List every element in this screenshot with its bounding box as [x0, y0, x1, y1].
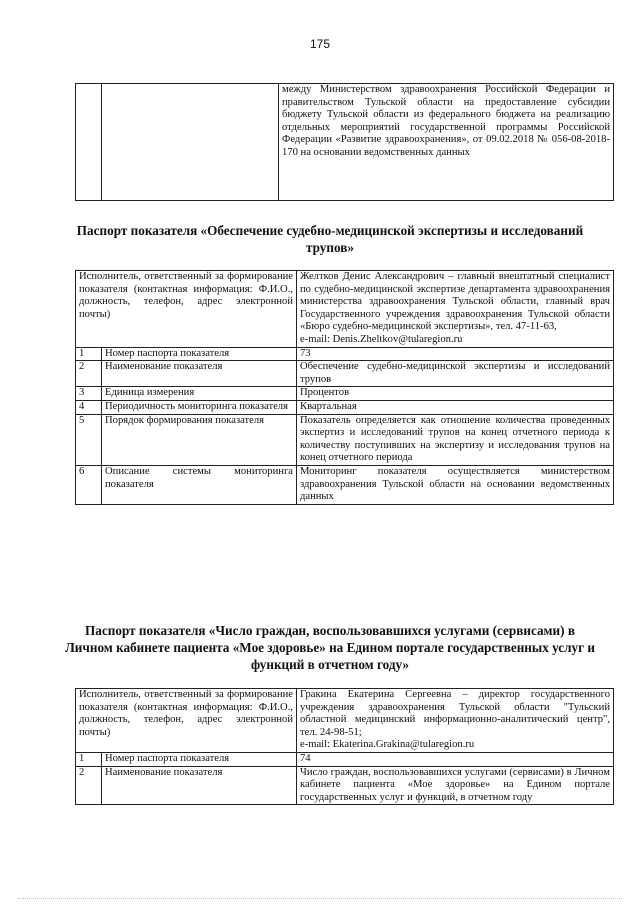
row-value: 74	[297, 752, 614, 766]
row-num: 1	[76, 752, 102, 766]
value-cell: между Министерством здравоохранения Российской Федерации и правительством Тульской области на предоставление субсидии бюджету Тульской области из федерального бюджета на реализацию отдельных мероприятий государственной программы Российской Федерации «Развитие здравоохранения», от 09.02.2018 № 056-08-2018-170 на основании ведомственных данных	[279, 84, 614, 201]
row-value: Число граждан, воспользовавшихся услугами (сервисами) в Личном кабинете пациента «Мое здоровье» на Едином портале государственных услуг и функций, в отчетном году	[297, 766, 614, 805]
executor-value: Гракина Екатерина Сергеевна – директор государственного учреждения здравоохранения Тульской области "Тульский областной медицинский информационно-аналитический центр", тел. 24-98-51;	[300, 689, 610, 738]
table-row	[76, 766, 614, 805]
continuation-table	[75, 83, 614, 201]
passport-2-title: Паспорт показателя «Число граждан, воспользовавшихся услугами (сервисами) в Личном кабинете пациента «Мое здоровье» на Едином портале государственных услуг и функций в отчетном году»	[64, 623, 595, 672]
executor-value-cell	[297, 271, 614, 348]
passport-1-title: Паспорт показателя «Обеспечение судебно-медицинской экспертизы и исследований трупов»	[76, 223, 584, 255]
row-label: Единица измерения	[102, 387, 297, 401]
row-value: Мониторинг показателя осуществляется министерством здравоохранения Тульской области на основании ведомственных данных	[297, 465, 614, 504]
passport-2-table	[75, 688, 614, 805]
row-value: Процентов	[297, 387, 614, 401]
executor-label: Исполнитель, ответственный за формирование показателя (контактная информация: Ф.И.О., должность, телефон, адрес электронной почты)	[76, 689, 297, 753]
row-num: 2	[76, 361, 102, 387]
row-num: 2	[76, 766, 102, 805]
executor-label: Исполнитель, ответственный за формирование показателя (контактная информация: Ф.И.О., должность, телефон, адрес электронной почты)	[76, 271, 297, 348]
row-label: Наименование показателя	[102, 361, 297, 387]
row-label: Периодичность мониторинга показателя	[102, 400, 297, 414]
table-row	[76, 465, 614, 504]
executor-email: e-mail: Ekaterina.Grakina@tularegion.ru	[300, 739, 475, 751]
row-num: 3	[76, 387, 102, 401]
executor-email: e-mail: Denis.Zheltkov@tularegion.ru	[300, 333, 463, 345]
passport-1-table	[75, 270, 614, 505]
table-row	[76, 387, 614, 401]
row-num: 6	[76, 465, 102, 504]
row-label: Описание системы мониторинга показателя	[102, 465, 297, 504]
executor-value: Желтков Денис Александрович – главный внештатный специалист по судебно-медицинской экспертизе департамента здравоохранения министерства здравоохранения Тульской области, главный врач Государственного учреждения здравоохранения Тульской области «Бюро судебно-медицинской экспертизы», тел. 47-11-63,	[300, 271, 610, 333]
row-label: Номер паспорта показателя	[102, 752, 297, 766]
table-row	[76, 347, 614, 361]
num-cell	[76, 84, 102, 201]
row-value: Показатель определяется как отношение количества проведенных экспертиз и исследований трупов на конец отчетного периода к количеству поступивших на экспертизу и исследования трупов на конец отчетного периода	[297, 414, 614, 465]
executor-value-cell	[297, 689, 614, 753]
row-num: 5	[76, 414, 102, 465]
table-row	[76, 84, 614, 201]
table-row	[76, 361, 614, 387]
row-label: Порядок формирования показателя	[102, 414, 297, 465]
label-cell	[102, 84, 279, 201]
row-value: Квартальная	[297, 400, 614, 414]
row-value: Обеспечение судебно-медицинской экспертизы и исследований трупов	[297, 361, 614, 387]
row-label: Номер паспорта показателя	[102, 347, 297, 361]
executor-row	[76, 689, 614, 753]
table-row	[76, 752, 614, 766]
row-num: 4	[76, 400, 102, 414]
table-row	[76, 414, 614, 465]
row-num: 1	[76, 347, 102, 361]
table-row	[76, 400, 614, 414]
scan-edge-stripe	[18, 898, 622, 901]
executor-row	[76, 271, 614, 348]
row-value: 73	[297, 347, 614, 361]
row-label: Наименование показателя	[102, 766, 297, 805]
page-number: 175	[309, 37, 331, 51]
